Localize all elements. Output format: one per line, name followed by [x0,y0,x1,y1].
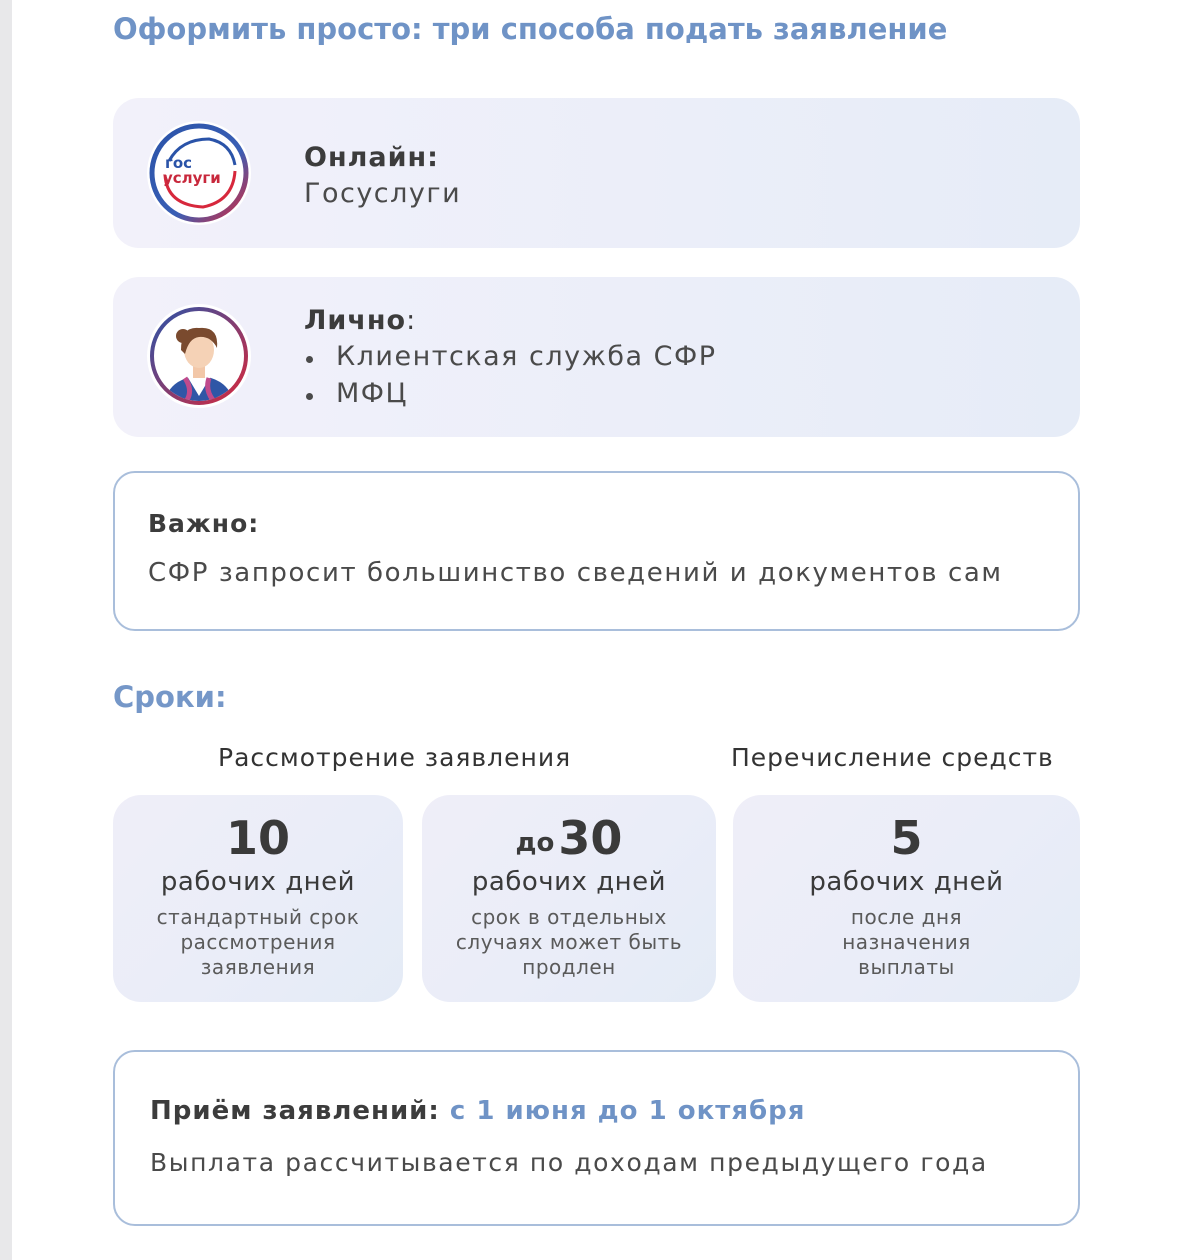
intake-heading [150,1096,805,1126]
gosuslugi-logo-text-2: услуги [163,169,221,187]
term-unit: рабочих дней [471,867,667,897]
term-description: после дня назначения выплаты [842,905,971,979]
intake-period: с 1 июня до 1 октября [449,1096,806,1126]
list-item-text: Клиентская служба СФР [336,341,717,372]
list-item [304,378,717,415]
review-column-heading: Рассмотрение заявления [218,743,572,772]
term-unit: рабочих дней [809,867,1004,897]
transfer-column-heading: Перечисление средств [731,743,1054,772]
personal-method-card[interactable] [113,277,1080,437]
term-tile-extended [422,795,716,1002]
online-label: Онлайн: [304,142,439,173]
consultant-avatar-icon [147,304,251,408]
personal-locations-list [304,341,717,415]
intake-label: Приём заявлений: [150,1096,440,1126]
term-number [113,811,403,865]
bullet-icon [306,393,313,400]
important-notice-box [113,471,1080,631]
term-tile-standard [113,795,403,1002]
term-description: срок в отдельных случаях может быть продлен [455,905,683,979]
important-text: СФР запросит большинство сведений и документов сам [148,558,1003,588]
gosuslugi-logo-icon [147,121,251,225]
list-item-text: МФЦ [336,378,408,409]
page-title: Оформить просто: три способа подать заявление [113,12,948,46]
online-text: Госуслуги [304,178,462,209]
important-heading: Важно: [148,509,260,538]
term-number-prefix: до [515,828,555,858]
bullet-icon [306,356,313,363]
term-unit: рабочих дней [160,867,356,897]
gosuslugi-logo-text-1: гос [165,154,193,172]
term-number [422,811,716,865]
left-edge-strip [0,0,12,1260]
term-tile-transfer [733,795,1080,1002]
term-number [733,811,1080,865]
personal-label [304,305,416,336]
term-number-value: 30 [558,811,623,865]
term-number-value: 10 [225,811,290,865]
term-description: стандартный срок рассмотрения заявления [156,905,360,979]
personal-label-colon: : [406,305,417,336]
online-method-card[interactable] [113,98,1080,248]
intake-period-box [113,1050,1080,1226]
list-item [304,341,717,378]
personal-label-text: Лично [304,305,407,336]
term-number-value: 5 [890,811,923,865]
terms-heading: Сроки: [113,680,227,714]
intake-text: Выплата рассчитывается по доходам предыдущего года [150,1148,988,1177]
